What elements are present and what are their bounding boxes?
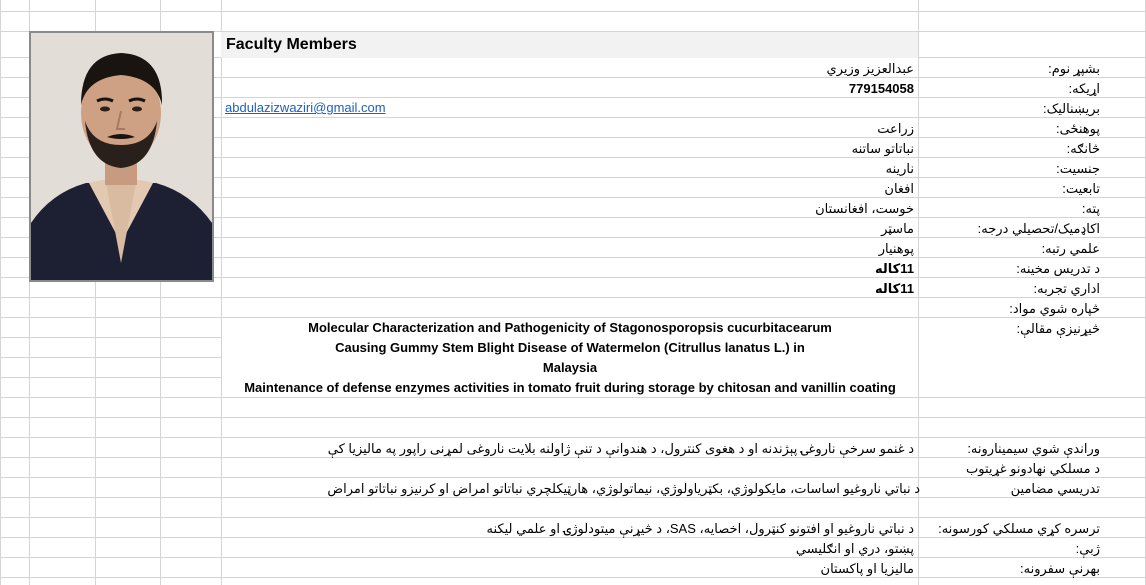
label-teaching-experience: د تدريس مخينه:	[1016, 261, 1100, 276]
value-degree: ماسټر	[881, 221, 914, 236]
label-nationality: تابعيت:	[1062, 181, 1100, 196]
article-line-2: Causing Gummy Stem Blight Disease of Watermelon (Citrullus lanatus L.) in	[335, 340, 805, 355]
value-teaching-experience: 11کاله	[875, 261, 914, 276]
label-admin-experience: اداري تجربه:	[1033, 281, 1100, 296]
article-line-4: Maintenance of defense enzymes activities in tomato fruit during storage by chitosan and vanillin coating	[244, 380, 896, 395]
label-address: پته:	[1081, 201, 1100, 216]
label-academic-rank: علمي رتبه:	[1041, 241, 1100, 256]
label-travels: بهرنې سفرونه:	[1020, 561, 1100, 576]
label-seminars: وراندې شوي سيمينارونه:	[967, 441, 1100, 456]
value-full-name: عبدالعزيز وزيري	[826, 61, 914, 76]
value-academic-rank: پوهنيار	[878, 241, 914, 256]
label-email: بريښناليک:	[1042, 101, 1100, 116]
article-line-3: Malaysia	[542, 360, 598, 375]
value-languages: پښتو، دري او انګليسي	[795, 541, 914, 556]
value-department: نباتاتو ساتنه	[851, 141, 914, 156]
label-department: څانګه:	[1066, 141, 1100, 156]
label-faculty: پوهنځی:	[1056, 121, 1100, 136]
label-memberships: د مسلکي نهادونو غړيتوب	[966, 461, 1100, 476]
label-languages: ژبې:	[1075, 541, 1100, 556]
article-line-1: Molecular Characterization and Pathogenicity of Stagonosporopsis cucurbitacearum	[308, 320, 832, 335]
value-nationality: افغان	[884, 181, 914, 196]
label-published-materials: څپاره شوي مواد:	[1009, 301, 1100, 316]
label-research-articles: څيړنيزې مقالې:	[1016, 321, 1100, 336]
value-courses: د نباتي ناروغيو او افتونو کنټرول، اخصايه، SAS، د څيړنې ميتودلوژۍ او علمي ليکنه	[486, 521, 914, 536]
value-seminars: د غنمو سرخې ناروغۍ پېژندنه او د هغوی کنترول، د هندوانې د تنې ژاولنه بلایت ناروغی لمړنی راپور په ماليزيا کې	[327, 441, 914, 456]
label-full-name: بشپړ نوم:	[1048, 61, 1100, 76]
value-gender: نارينه	[885, 161, 914, 176]
value-teaching-subjects: د نباتي ناروغيو اساسات، مايکولوژي، بکټرياولوژي، نيماتولوژي، هارټيکلچري نباتاتو امراض او کرنيزو نباتاتو امراض	[327, 481, 920, 496]
label-courses: ترسره کړي مسلکي کورسونه:	[938, 521, 1100, 536]
email-link[interactable]: abdulazizwaziri@gmail.com	[225, 100, 386, 115]
value-faculty: زراعت	[877, 121, 914, 136]
value-travels: ماليزيا او پاکستان	[820, 561, 914, 576]
value-admin-experience: 11کاله	[875, 281, 914, 296]
value-address: خوست، افغانستان	[815, 201, 914, 216]
person-portrait-icon	[31, 33, 212, 280]
page-title: Faculty Members	[226, 36, 357, 53]
value-contact: 779154058	[848, 81, 914, 96]
profile-photo	[29, 31, 214, 282]
label-contact: اړيکه:	[1068, 81, 1100, 96]
label-gender: جنسيت:	[1056, 161, 1100, 176]
label-degree: اکاډميک/تحصيلي درجه:	[977, 221, 1100, 236]
label-teaching-subjects: تدريسي مضامين	[1010, 481, 1100, 496]
